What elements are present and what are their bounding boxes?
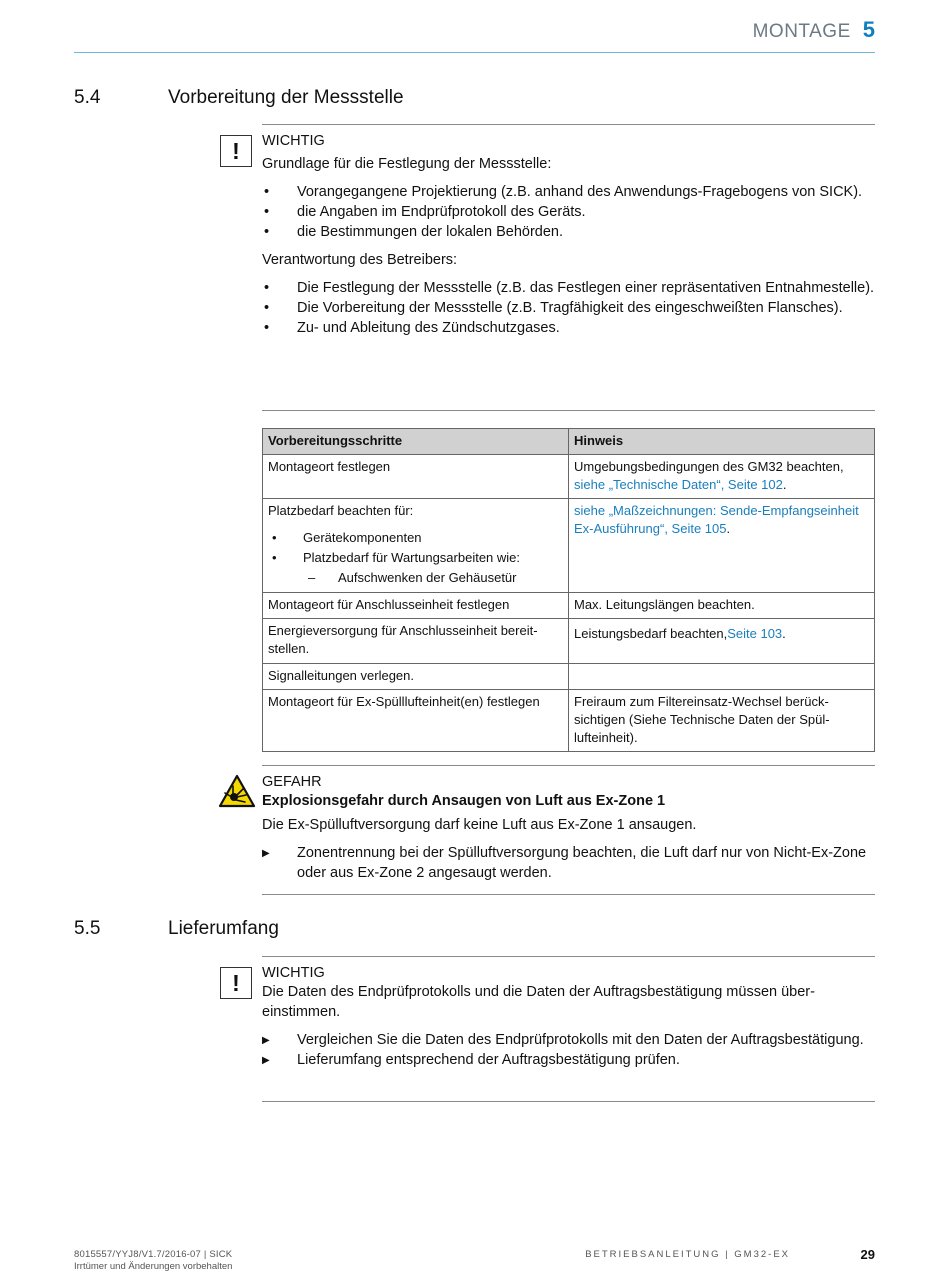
list-item: • Zu- und Ableitung des Zündschutzgases.: [262, 318, 875, 338]
list-item: • Gerätekomponenten: [268, 528, 563, 548]
list-subitem: – Aufschwenken der Gehäusetür: [268, 568, 563, 588]
list-item: • Vorangegangene Projektierung (z.B. anhand des Anwendungs-Fragebogens von SICK).: [262, 182, 875, 202]
notice-subtitle: Explosionsgefahr durch Ansaugen von Luft aus Ex-Zone 1: [262, 793, 666, 809]
table-cell: Montageort für Anschlusseinheit festlegen: [263, 593, 569, 619]
cell-bullet-list: [268, 528, 563, 588]
explosion-warning-icon: [218, 774, 256, 808]
action-list: [262, 843, 875, 883]
notice-text: Die Ex-Spülluftversorgung darf keine Luft aus Ex-Zone 1 ansaugen.: [262, 817, 697, 833]
note-text: Leistungsbedarf beachten,: [574, 626, 728, 641]
list-item: • Die Festlegung der Messstelle (z.B. das Festlegen einer repräsentativen Entnahmestelle).: [262, 278, 875, 298]
cross-reference-link[interactable]: siehe „Maßzeichnungen: Sende-Empfangseinheit Ex-Ausführung“, Seite 105: [574, 503, 859, 536]
table-row: [263, 499, 875, 593]
notice-intro: Grundlage für die Festlegung der Messstelle:: [262, 156, 552, 172]
manual-title: BETRIEBSANLEITUNG | GM32-EX: [585, 1249, 790, 1260]
footer-doc-info: [74, 1249, 232, 1273]
section-title: Lieferumfang: [168, 918, 279, 939]
table-cell: Freiraum zum Filtereinsatz-Wechsel berücksichtigen (Siehe Technische Daten der Spüllufteinheit).: [569, 690, 875, 752]
table-cell: [569, 455, 875, 499]
notice-text: Die Daten des Endprüfprotokolls und die Daten der Auftragsbestätigung müssen übereinstimmen.: [262, 984, 815, 1020]
table-cell: [569, 664, 875, 690]
action-step: ▶ Vergleichen Sie die Daten des Endprüfprotokolls mit den Daten der Auftragsbestätigung.: [262, 1030, 875, 1050]
chapter-number: 5: [862, 17, 875, 42]
page-number: 29: [860, 1247, 875, 1262]
table-header-row: [263, 429, 875, 455]
table-cell: [569, 499, 875, 593]
column-header: Hinweis: [569, 429, 875, 455]
table-row: [263, 664, 875, 690]
chapter-header: [753, 17, 875, 43]
table-cell: [263, 499, 569, 593]
note-suffix: .: [782, 477, 787, 492]
section-title: Vorbereitung der Messstelle: [168, 87, 404, 108]
document-number: 8015557/YYJ8/V1.7/2016-07 | SICK: [74, 1249, 233, 1260]
list-item: • die Bestimmungen der lokalen Behörden.: [262, 222, 875, 242]
column-header: Vorbereitungsschritte: [263, 429, 569, 455]
header-rule: [74, 52, 875, 53]
list-item: • die Angaben im Endprüfprotokoll des Geräts.: [262, 202, 875, 222]
action-step: ▶ Lieferumfang entsprechend der Auftragsbestätigung prüfen.: [262, 1050, 875, 1070]
action-list: [262, 1030, 875, 1070]
table-cell: Montageort festlegen: [263, 455, 569, 499]
notice-label: WICHTIG: [262, 133, 325, 149]
note-suffix: .: [726, 521, 731, 536]
table-cell: Montageort für Ex-Spülllufteinheit(en) festlegen: [263, 690, 569, 752]
preparation-steps-table: [262, 428, 875, 752]
table-cell: Energieversorgung für Anschlusseinheit bereitstellen.: [263, 619, 569, 664]
cross-reference-link[interactable]: siehe „Technische Daten“, Seite 102: [574, 477, 783, 492]
cell-text: Platzbedarf beachten für:: [268, 503, 414, 518]
section-number: 5.4: [74, 87, 101, 108]
notice-label: WICHTIG: [262, 965, 325, 981]
action-step: ▶ Zonentrennung bei der Spülluftversorgung beachten, die Luft darf nur von Nicht-Ex-Zone oder aus Ex-Zone 2 angesaugt werden.: [262, 843, 875, 883]
cross-reference-link[interactable]: Seite 103: [727, 626, 783, 641]
exclamation-icon: !: [220, 967, 252, 999]
disclaimer: Irrtümer und Änderungen vorbehalten: [74, 1261, 233, 1272]
table-row: [263, 619, 875, 664]
important-notice: [232, 956, 875, 1102]
section-number: 5.5: [74, 918, 101, 939]
danger-notice: [262, 765, 875, 895]
exclamation-icon: !: [220, 135, 252, 167]
notice-intro-2: Verantwortung des Betreibers:: [262, 252, 458, 268]
note-suffix: .: [782, 626, 786, 641]
note-text: Umgebungsbedingungen des GM32 beachten,: [574, 459, 844, 474]
table-row: [263, 593, 875, 619]
bullet-list: [262, 182, 875, 242]
chapter-title: MONTAGE: [752, 21, 851, 42]
table-row: [263, 455, 875, 499]
list-item: • Die Vorbereitung der Messstelle (z.B. Tragfähigkeit des eingeschweißten Flansches).: [262, 298, 875, 318]
table-row: [263, 690, 875, 752]
table-cell: Signalleitungen verlegen.: [263, 664, 569, 690]
table-cell: [569, 619, 875, 664]
notice-label: GEFAHR: [262, 774, 322, 790]
table-cell: Max. Leitungslängen beachten.: [569, 593, 875, 619]
bullet-list: [262, 278, 875, 338]
important-notice: [232, 124, 875, 411]
list-item: • Platzbedarf für Wartungsarbeiten wie:: [268, 548, 563, 568]
